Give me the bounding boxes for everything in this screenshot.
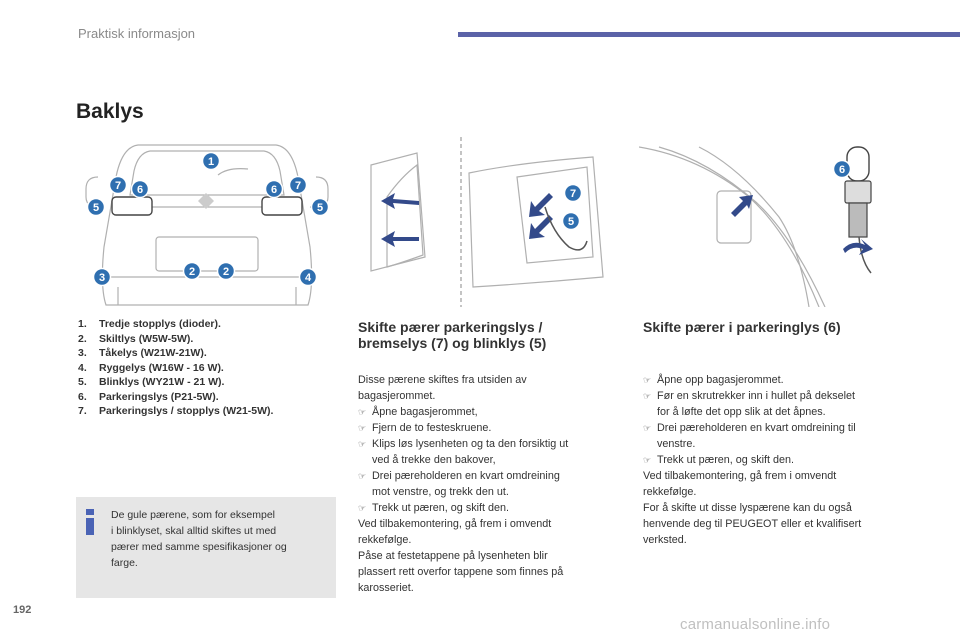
watermark: carmanualsonline.info	[680, 616, 831, 633]
text-line: De gule pærene, som for eksempel	[111, 509, 275, 521]
text-line: Før en skrutrekker inn i hullet på dekselet	[657, 390, 856, 402]
callout-number: 5	[567, 215, 575, 228]
bulb-description: Tåkelys (W21W-21W).	[99, 347, 207, 359]
instruction-step	[358, 436, 618, 468]
bulb-description: Tredje stopplys (dioder).	[99, 318, 221, 330]
callout-number: 6	[136, 183, 144, 196]
step-bullet-icon: ☞	[643, 375, 652, 385]
text-line: Drei pæreholderen en kvart omdreining til	[657, 422, 856, 434]
callout-number: 6	[270, 183, 278, 196]
bulb-list-item	[78, 390, 338, 405]
bulb-list	[78, 317, 338, 419]
section-header: Praktisk informasjon	[78, 26, 196, 41]
text-line: Trekk ut pæren, og skift den.	[372, 502, 510, 514]
tail-light-removal-diagram	[357, 137, 617, 307]
step-text	[657, 388, 855, 420]
step-text	[657, 452, 794, 468]
diagram-callout-badge	[203, 153, 220, 170]
diagram-callout-badge	[563, 213, 580, 230]
middle-body	[358, 372, 618, 596]
diagram-callout-badge	[290, 177, 307, 194]
text-line: Trekk ut pæren, og skift den.	[657, 454, 795, 466]
step-bullet-icon: ☞	[358, 503, 367, 513]
step-text	[372, 468, 560, 500]
step-bullet-icon: ☞	[358, 439, 367, 449]
text-line: henvende deg til PEUGEOT eller et kvalifisert	[643, 518, 862, 530]
diagram-callout-badge	[88, 199, 105, 216]
bulb-description: Ryggelys (W16W - 16 W).	[99, 361, 224, 374]
diagram-callout-badge	[565, 185, 582, 202]
callout-number: 7	[294, 179, 302, 192]
text-line: pærer med samme spesifikasjoner og	[111, 541, 287, 553]
diagram-callout-badge	[312, 199, 329, 216]
rear-car-diagram	[78, 137, 336, 307]
diagram-callout-badge	[94, 269, 111, 286]
text-line: i blinklyset, skal alltid skiftes ut med	[111, 525, 277, 537]
callout-number: 5	[92, 201, 100, 214]
step-bullet-icon: ☞	[358, 423, 367, 433]
step-bullet-icon: ☞	[643, 391, 652, 401]
bulb-number: 2.	[78, 332, 87, 345]
text-line: Disse pærene skiftes fra utsiden av	[358, 374, 527, 386]
diagram-callout-badge	[300, 269, 317, 286]
text-line: Klips løs lysenheten og ta den forsiktig ut	[372, 438, 569, 450]
text-line: Ved tilbakemontering, gå frem i omvendt	[643, 470, 837, 482]
instruction-step	[358, 420, 618, 436]
step-text	[372, 420, 491, 436]
text-line: verksted.	[643, 534, 687, 546]
text-line: Åpne opp bagasjerommet.	[657, 374, 784, 386]
step-bullet-icon: ☞	[358, 407, 367, 417]
text-line: mot venstre, og trekk den ut.	[372, 486, 509, 498]
text-line: venstre.	[657, 438, 696, 450]
diagram-callout-badge	[218, 263, 235, 280]
bulb-list-item	[78, 361, 338, 376]
text-line: bagasjerommet.	[358, 390, 436, 402]
text-line: Påse at festetappene på lysenheten blir	[358, 550, 548, 562]
callout-number: 2	[188, 265, 196, 278]
callout-number: 7	[569, 187, 577, 200]
text-line: Åpne bagasjerommet,	[372, 406, 478, 418]
instruction-step	[358, 500, 618, 516]
bulb-description: Skiltlys (W5W-5W).	[99, 332, 194, 345]
bulb-list-item	[78, 346, 338, 361]
bulb-number: 3.	[78, 347, 87, 359]
bulb-number: 5.	[78, 376, 87, 388]
diagram-callout-badge	[110, 177, 127, 194]
header-accent-bar	[458, 32, 960, 37]
text-line: Skifte pærer parkeringslys /	[358, 319, 543, 335]
bulb-number: 1.	[78, 318, 87, 330]
bulb-number: 7.	[78, 405, 87, 417]
diagram-callout-badge	[834, 161, 851, 178]
bulb-list-item	[78, 332, 338, 347]
callout-number: 4	[304, 271, 312, 284]
text-line: karosseriet.	[358, 582, 414, 594]
info-icon	[84, 509, 96, 535]
step-text	[657, 372, 784, 388]
instruction-step	[643, 420, 903, 452]
text-line: for å løfte det opp slik at det åpnes.	[657, 406, 826, 418]
step-bullet-icon: ☞	[643, 455, 652, 465]
callout-number: 3	[98, 271, 106, 284]
step-text	[657, 420, 856, 452]
step-bullet-icon: ☞	[358, 471, 367, 481]
text-line: Fjern de to festeskruene.	[372, 422, 492, 434]
right-heading: Skifte pærer i parkeringlys (6)	[643, 319, 841, 335]
page-number: 192	[13, 604, 32, 616]
text-line: rekkefølge.	[643, 486, 697, 498]
instruction-step	[643, 388, 903, 420]
step-bullet-icon: ☞	[643, 423, 652, 433]
text-line: plassert rett overfor tappene som finnes på	[358, 566, 564, 578]
bulb-list-item	[78, 404, 338, 419]
bulb-description: Blinklys (WY21W - 21 W).	[99, 376, 225, 388]
right-body	[643, 372, 903, 548]
diagram-callout-badge	[266, 181, 283, 198]
step-text	[372, 500, 509, 516]
callout-number: 7	[114, 179, 122, 192]
instruction-step	[358, 404, 618, 420]
instruction-step	[643, 372, 903, 388]
text-line: Ved tilbakemontering, gå frem i omvendt	[358, 518, 552, 530]
callout-number: 5	[316, 201, 324, 214]
diagram-callout-badge	[132, 181, 149, 198]
diagram-callout-badge	[184, 263, 201, 280]
parking-light-bulb-diagram	[639, 137, 879, 307]
text-line: For å skifte ut disse lyspærene kan du også	[643, 502, 852, 514]
bulb-description: Parkeringslys (P21-5W).	[99, 390, 219, 403]
instruction-step	[358, 468, 618, 500]
text-line: bremselys (7) og blinklys (5)	[358, 335, 547, 351]
info-text	[111, 507, 321, 571]
callout-number: 2	[222, 265, 230, 278]
bulb-description: Parkeringslys / stopplys (W21-5W).	[99, 405, 274, 417]
step-text	[372, 436, 568, 468]
step-text	[372, 404, 478, 420]
bulb-number: 6.	[78, 390, 87, 403]
instruction-step	[643, 452, 903, 468]
text-line: Drei pæreholderen en kvart omdreining	[372, 470, 560, 482]
info-box	[76, 497, 336, 598]
page-title: Baklys	[76, 100, 144, 123]
callout-number: 6	[838, 163, 846, 176]
callout-number: 1	[207, 155, 215, 168]
text-line: ved å trekke den bakover,	[372, 454, 496, 466]
text-line: farge.	[111, 557, 138, 569]
bulb-list-item	[78, 317, 338, 332]
text-line: rekkefølge.	[358, 534, 412, 546]
bulb-number: 4.	[78, 361, 87, 374]
bulb-list-item	[78, 375, 338, 390]
middle-heading	[358, 319, 608, 351]
